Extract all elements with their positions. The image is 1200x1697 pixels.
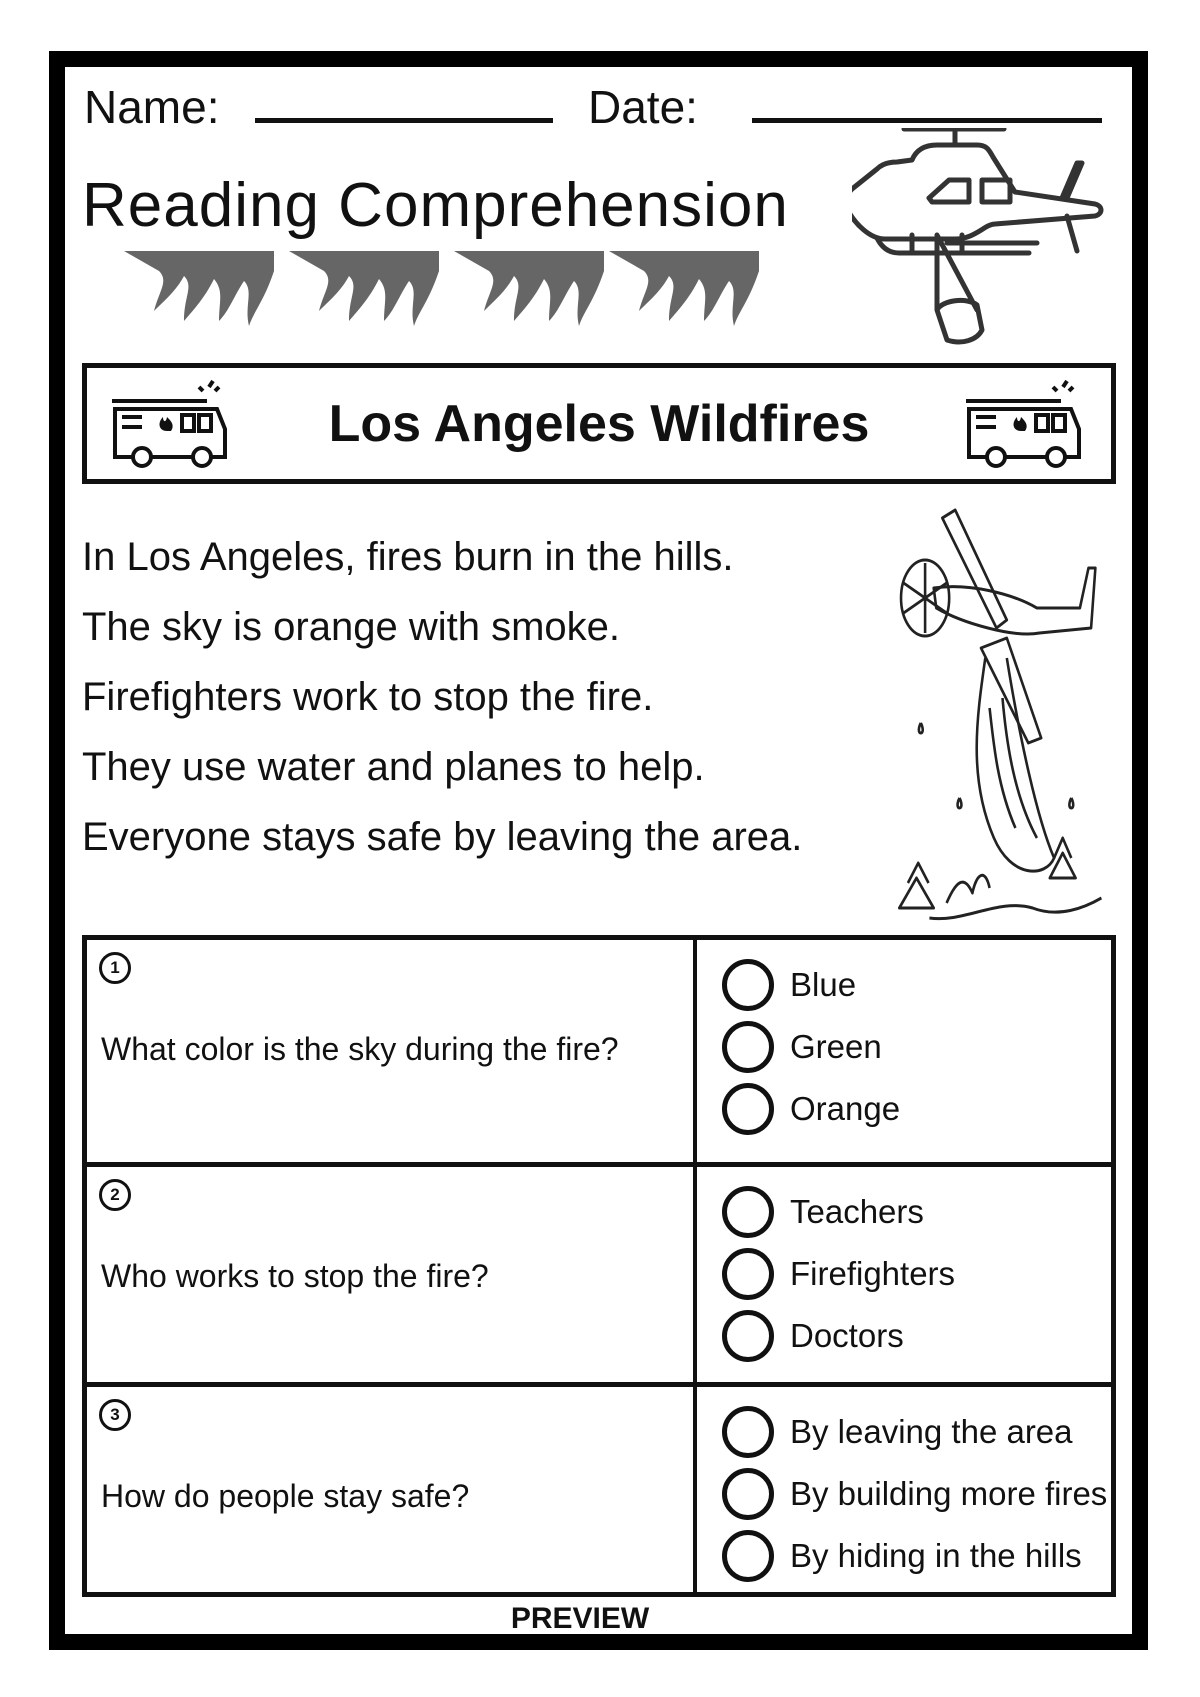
question-cell: [87, 1167, 697, 1382]
answer-option[interactable]: [722, 1243, 1103, 1305]
preview-watermark: PREVIEW: [510, 1602, 650, 1635]
question-number: 3: [99, 1399, 131, 1431]
answer-option[interactable]: [722, 1078, 1103, 1140]
answer-option[interactable]: [722, 954, 1103, 1016]
passage-line: In Los Angeles, fires burn in the hills.: [82, 535, 734, 579]
radio-circle[interactable]: [722, 1021, 774, 1073]
answer-option[interactable]: [722, 1525, 1103, 1587]
passage-line: They use water and planes to help.: [82, 745, 705, 789]
date-label: Date:: [588, 81, 698, 133]
question-text: Who works to stop the fire?: [101, 1258, 489, 1294]
question-cell: [87, 1387, 697, 1592]
option-label: Firefighters: [790, 1255, 956, 1292]
answer-options: [722, 1181, 1103, 1367]
helicopter-icon: [852, 128, 1117, 360]
radio-circle[interactable]: [722, 1310, 774, 1362]
radio-circle[interactable]: [722, 1083, 774, 1135]
question-cell: [87, 940, 697, 1162]
story-title: Los Angeles Wildfires: [328, 394, 870, 453]
option-label: Doctors: [790, 1317, 904, 1354]
question-number: 2: [99, 1179, 131, 1211]
answer-option[interactable]: [722, 1016, 1103, 1078]
question-number: 1: [99, 952, 131, 984]
questions-table: [82, 935, 1116, 1597]
option-label: Blue: [790, 966, 857, 1003]
answer-option[interactable]: [722, 1401, 1103, 1463]
option-label: By leaving the area: [790, 1413, 1073, 1450]
option-label: Orange: [790, 1090, 901, 1127]
question-row: [87, 1167, 1111, 1387]
answer-options: [722, 954, 1103, 1140]
name-label: Name:: [84, 81, 220, 133]
option-label: By building more fires: [790, 1475, 1108, 1512]
answer-option[interactable]: [722, 1305, 1103, 1367]
answer-option[interactable]: [722, 1181, 1103, 1243]
answer-option[interactable]: [722, 1463, 1108, 1525]
passage-line: Everyone stays safe by leaving the area.: [82, 815, 803, 859]
radio-circle[interactable]: [722, 1530, 774, 1582]
date-field[interactable]: [752, 118, 1102, 123]
question-row: [87, 940, 1111, 1167]
answer-options: [722, 1401, 1108, 1587]
story-title-box: [82, 363, 1116, 484]
worksheet-title: Reading Comprehension: [82, 171, 789, 240]
option-label: Green: [790, 1028, 882, 1065]
passage-line: The sky is orange with smoke.: [82, 605, 620, 649]
passage-line: Firefighters work to stop the fire.: [82, 675, 654, 719]
fire-truck-icon: [107, 379, 237, 469]
radio-circle[interactable]: [722, 1468, 774, 1520]
radio-circle[interactable]: [722, 1186, 774, 1238]
flames-decoration: [124, 251, 764, 326]
name-field[interactable]: [255, 118, 553, 123]
radio-circle[interactable]: [722, 959, 774, 1011]
radio-circle[interactable]: [722, 1406, 774, 1458]
question-text: What color is the sky during the fire?: [101, 1031, 619, 1067]
option-label: By hiding in the hills: [790, 1537, 1082, 1574]
firefighting-plane-illustration: [895, 508, 1110, 933]
fire-truck-icon: [961, 379, 1091, 469]
radio-circle[interactable]: [722, 1248, 774, 1300]
question-text: How do people stay safe?: [101, 1478, 470, 1514]
option-label: Teachers: [790, 1193, 924, 1230]
question-row: [87, 1387, 1111, 1592]
